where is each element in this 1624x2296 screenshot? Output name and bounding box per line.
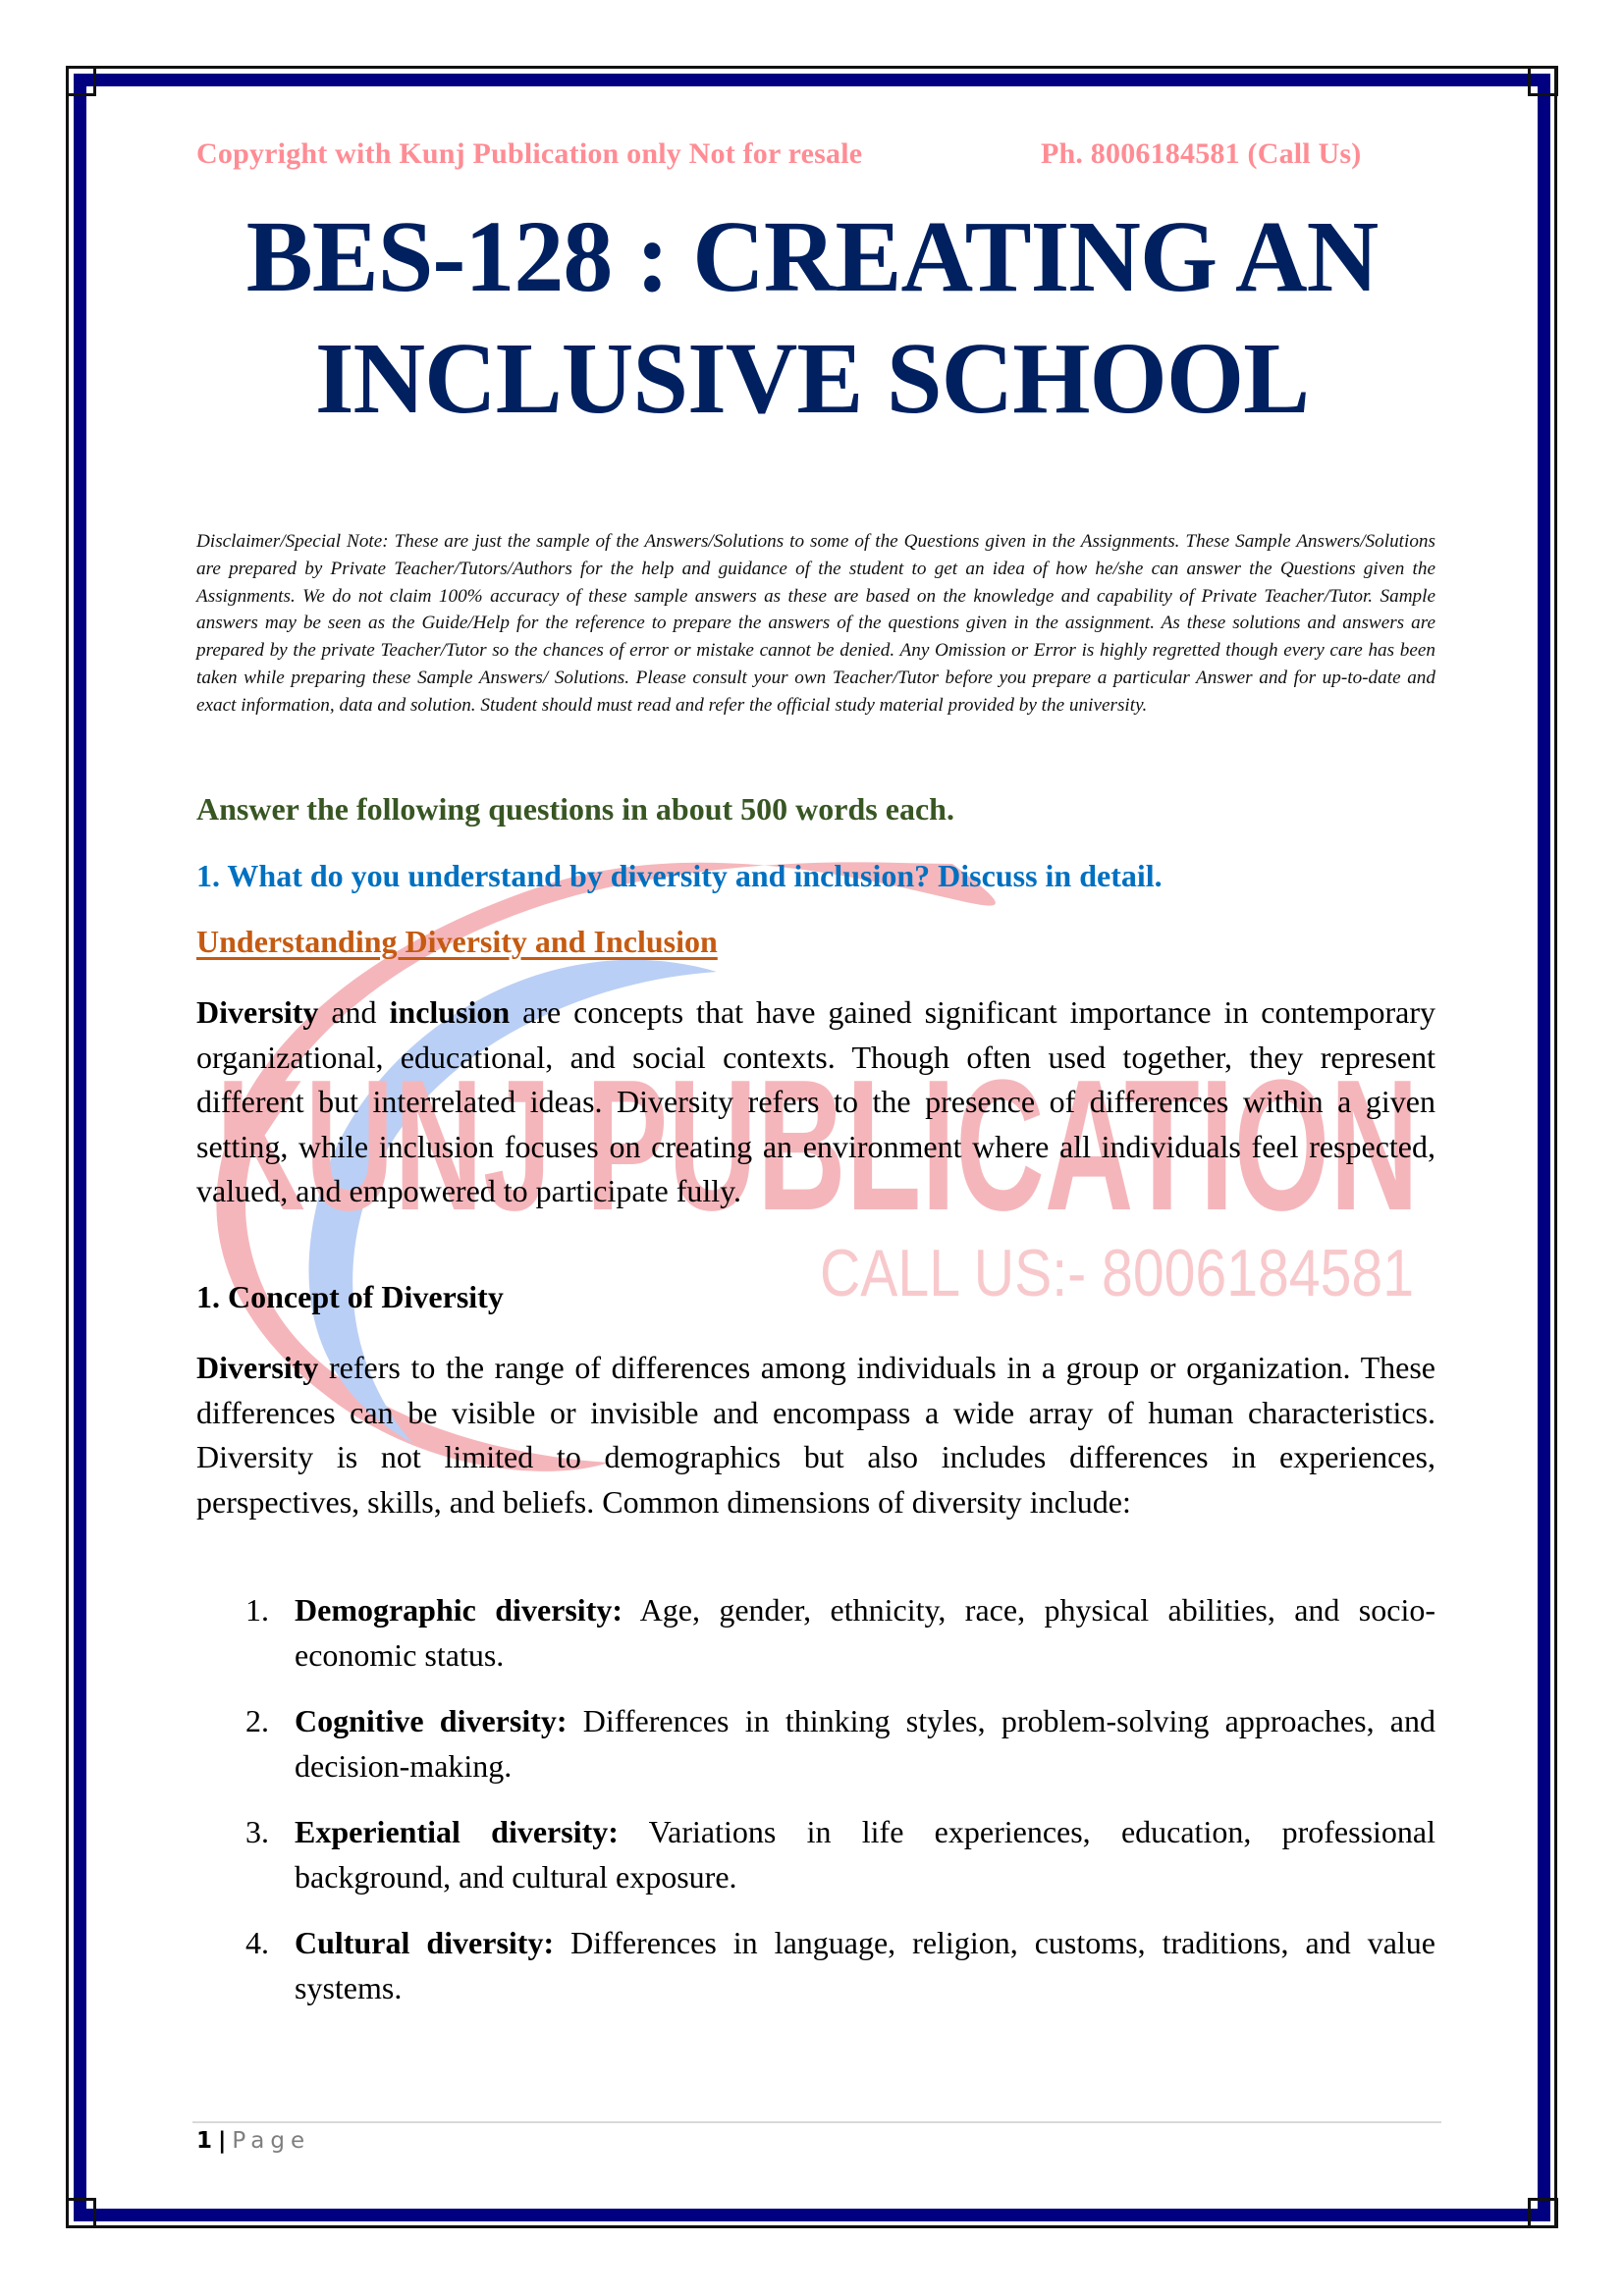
list-desc: Differences in thinking styles, problem-solving approaches, and decision-making.: [295, 1703, 1436, 1784]
intro-paragraph: [196, 990, 1435, 1214]
topic-heading: Understanding Diversity and Inclusion: [196, 924, 718, 959]
subheading-concept: 1. Concept of Diversity: [196, 1279, 504, 1314]
list-item: [196, 1699, 1435, 1789]
page-number: 1: [196, 2128, 213, 2154]
concept-paragraph: [196, 1346, 1435, 1524]
watermark-call: CALL US:- 8006184581: [820, 1236, 1414, 1310]
phone-text: Ph. 8006184581 (Call Us): [1041, 137, 1362, 170]
page-label: Page: [232, 2128, 311, 2154]
list-item: [196, 1921, 1435, 2010]
title-line-2: INCLUSIVE SCHOOL: [314, 322, 1310, 435]
list-desc: Age, gender, ethnicity, race, physical abilities, and socio-economic status.: [295, 1592, 1436, 1673]
page-footer: [196, 2128, 310, 2154]
list-item: [196, 1588, 1435, 1678]
copyright-text: Copyright with Kunj Publication only Not for resale: [196, 137, 863, 170]
list-desc: Differences in language, religion, customs, traditions, and value systems.: [295, 1925, 1436, 2005]
para-text: refers to the range of differences among individuals in a group or organization. These differences can be visible or invisible and encompass a wide array of human characteristics. Diversity is not limited to demographics but also includes differences in experiences, perspectives, skills, and beliefs. Common dimensions of diversity include:: [196, 1350, 1435, 1520]
list-term: Demographic diversity:: [295, 1592, 623, 1628]
term-inclusion: inclusion: [389, 994, 511, 1030]
title-line-1: BES-128 : CREATING AN: [245, 200, 1379, 313]
para-text: are concepts that have gained significant importance in contemporary organizational, educational, and social contexts. Though often used together, they represent different but interrelated ideas. Diversity refers to the presence of differences within a given setting, while inclusion focuses on creating an environment where all individuals feel respected, valued, and empowered to participate fully.: [196, 994, 1436, 1208]
border-corner-top-right: [1528, 66, 1558, 96]
list-number: 4.: [245, 1925, 269, 1960]
list-number: 1.: [245, 1592, 269, 1628]
border-corner-top-left: [66, 66, 96, 96]
disclaimer-note: Disclaimer/Special Note: These are just the sample of the Answers/Solutions to some of the Questions given in the Assignments. These Sample Answers/Solutions are prepared by Private Teacher/Tutors/Authors for the help and guidance of the student to get an idea of how he/she can answer the Questions given the Assignments. We do not claim 100% accuracy of these sample answers as these are based on the knowledge and capability of Private Teacher/Tutor. Sample answers may be seen as the Guide/Help for the reference to prepare the answers of the questions given in the assignment. As these solutions and answers are prepared by the private Teacher/Tutor so the chances of error or mistake cannot be denied. Any Omission or Error is highly regretted though every care has been taken while preparing these Sample Answers/ Solutions. Please consult your own Teacher/Tutor before you prepare a particular Answer and for up-to-date and exact information, data and solution. Student should must read and refer the official study material provided by the university.: [196, 531, 1435, 716]
watermark-brand: KUNJ PUBLICATION: [216, 1041, 1419, 1250]
para-text: and: [318, 994, 390, 1030]
instruction-heading: Answer the following questions in about 500 words each.: [196, 791, 954, 827]
list-number: 2.: [245, 1703, 269, 1738]
list-item: [196, 1810, 1435, 1899]
list-desc: Variations in life experiences, education, professional background, and cultural exposure.: [295, 1814, 1435, 1895]
border-corner-bottom-left: [66, 2198, 96, 2228]
term-diversity: Diversity: [196, 1350, 319, 1385]
list-term: Cultural diversity:: [295, 1925, 555, 1960]
term-diversity: Diversity: [196, 994, 319, 1030]
border-corner-bottom-right: [1528, 2198, 1558, 2228]
diversity-dimensions-list: [196, 1588, 1435, 2032]
footer-divider: [192, 2121, 1441, 2123]
copyright-header: [196, 137, 1362, 171]
footer-separator: |: [218, 2128, 227, 2154]
list-term: Experiential diversity:: [295, 1814, 619, 1849]
question-heading: 1. What do you understand by diversity and inclusion? Discuss in detail.: [196, 858, 1163, 893]
list-number: 3.: [245, 1814, 269, 1849]
list-term: Cognitive diversity:: [295, 1703, 568, 1738]
document-title: [170, 196, 1453, 440]
